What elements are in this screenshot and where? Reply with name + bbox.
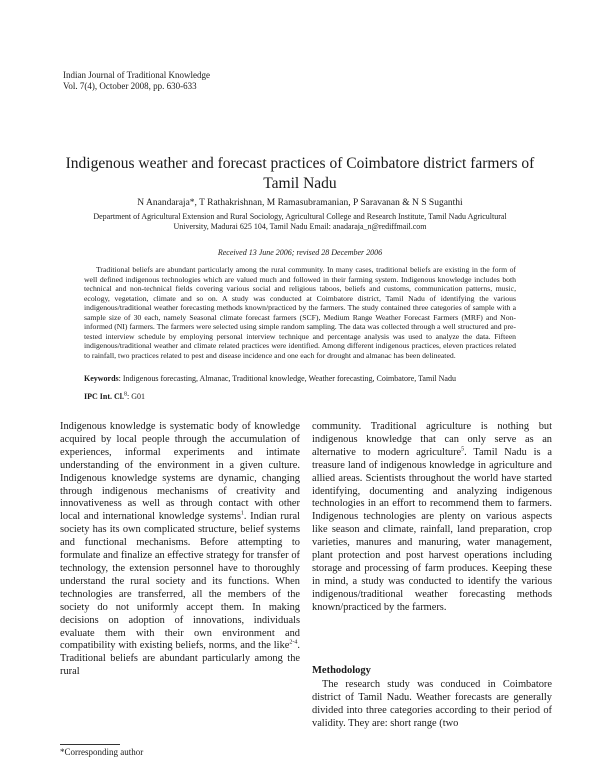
right-paragraph [312,421,552,615]
received-dates: Received 13 June 2006; revised 28 December 2006 [217,248,383,257]
keywords-label: Keywords [84,374,119,383]
keywords-text: : Indigenous forecasting, Almanac, Traditional knowledge, Weather forecasting, Coimbatore, Tamil Nadu [118,374,456,383]
ipc-label: IPC Int. Cl. [84,392,125,401]
left-ref-1: 1 [240,510,244,517]
journal-issue: Vol. 7(4), October 2008, pp. 630-633 [63,81,197,91]
left-text-3: . Traditional beliefs are abundant particularly among the rural [60,640,300,678]
article-authors: N Anandaraja*, T Rathakrishnan, M Ramasubramanian, P Saravanan & N S Suganthi [137,198,463,208]
footnote: *Corresponding author [60,747,144,757]
body-left-column [60,421,300,679]
right-text-1: community. Traditional agriculture is nothing but indigenous knowledge that can only serve as an alternative to modern agriculture [312,421,552,458]
ipc-sup: 8 [124,391,128,398]
abstract: Traditional beliefs are abundant particularly among the rural community. In many cases, traditional beliefs are existing in the form of well defined indigenous technologies which are valued much and followed in their farming system. Indigenous knowledge includes both technical and non-technical fields covering various social and religious taboos, beliefs and customs, communication patterns, music, ecology, vegetation, climate and so on. A study was conducted at Coimbatore district, Tamil Nadu of identifying the various indigenous/traditional weather forecasting methods known/practiced by the farmers. The study contained three categories of sample with a sample size of 30 each, namely Seasonal climate forecast farmers (SCF), Medium Range Weather Forecast Farmers (MRF) and Non-informed (NI) farmers. The farmers were selected using simple random sampling. The data was collected through a well structured and pre-tested interview schedule by employing personal interview technique and percentage analysis was used to analyze the data. Fifteen indigenous/traditional weather and climate related practices were identified. Among different indigenous practices, eleven practices related to rainfall, two practices related to pest and disease incidence and one each for drought and almanac has been delineated. [84,265,516,360]
right-ref-1: 5 [461,446,465,453]
article-title: Indigenous weather and forecast practices of Coimbatore district farmers of Tamil Nadu [65,155,535,192]
left-text-1: Indigenous knowledge is systematic body of knowledge acquired by local people through the accumulation of experiences, informal experiments and intimate understanding of the environment in a given culture. Indigenous knowledge systems are dynamic, changing through indigenous mechanisms of creativity and innovativeness as well as through contact with other local and international knowledge systems [60,421,300,523]
journal-name: Indian Journal of Traditional Knowledge [63,70,210,80]
ipc-value: : G01 [127,392,146,401]
body-right-column [312,421,552,615]
right-text-2: . Tamil Nadu is a treasure land of indigenous knowledge in agriculture and allied areas. Scientists throughout the world have started identifying, documenting and analyzing indigenous technologies in an effort to recommend them to farmers. Indigenous technologies are plenty on various aspects like season and climate, rainfall, land preparation, crop varieties, manures and manuring, water management, plant protection and post harvest operations including storage and processing of farm produces. Keeping these in mind, a study was conducted to identify the various indigenous/traditional weather forecasting methods known/practiced by the farmers. [312,446,552,613]
article-affiliation: Department of Agricultural Extension and Rural Sociology, Agricultural College and Research Institute, Tamil Nadu Agricultural University, Madurai 625 104, Tamil Nadu Email: anadaraja_n@rediffmail.com [93,212,507,231]
left-ref-2: 2-4 [289,639,298,646]
left-text-2: . Indian rural society has its own complicated structure, belief systems and functional mechanisms. Before attempting to formulate and finalize an effective strategy for transfer of technology, the extension personnel have to thoroughly understand the rural society and its functions. When technologies are transferred, all the members of the society do not uniformly accept them. In making decisions on adoption of innovations, individuals evaluate them with their own environment and compatibility with existing beliefs, norms, and the like [60,511,300,652]
methodology-heading: Methodology [312,665,371,676]
ipc-classification [84,392,145,401]
journal-header [63,70,210,92]
methodology-text: The research study was conduced in Coimbatore district of Tamil Nadu. Weather forecasts are generally divided into three categories according to their period of validity. They are: short range (two [312,679,552,729]
footnote-rule [60,744,120,745]
keywords [84,374,516,383]
